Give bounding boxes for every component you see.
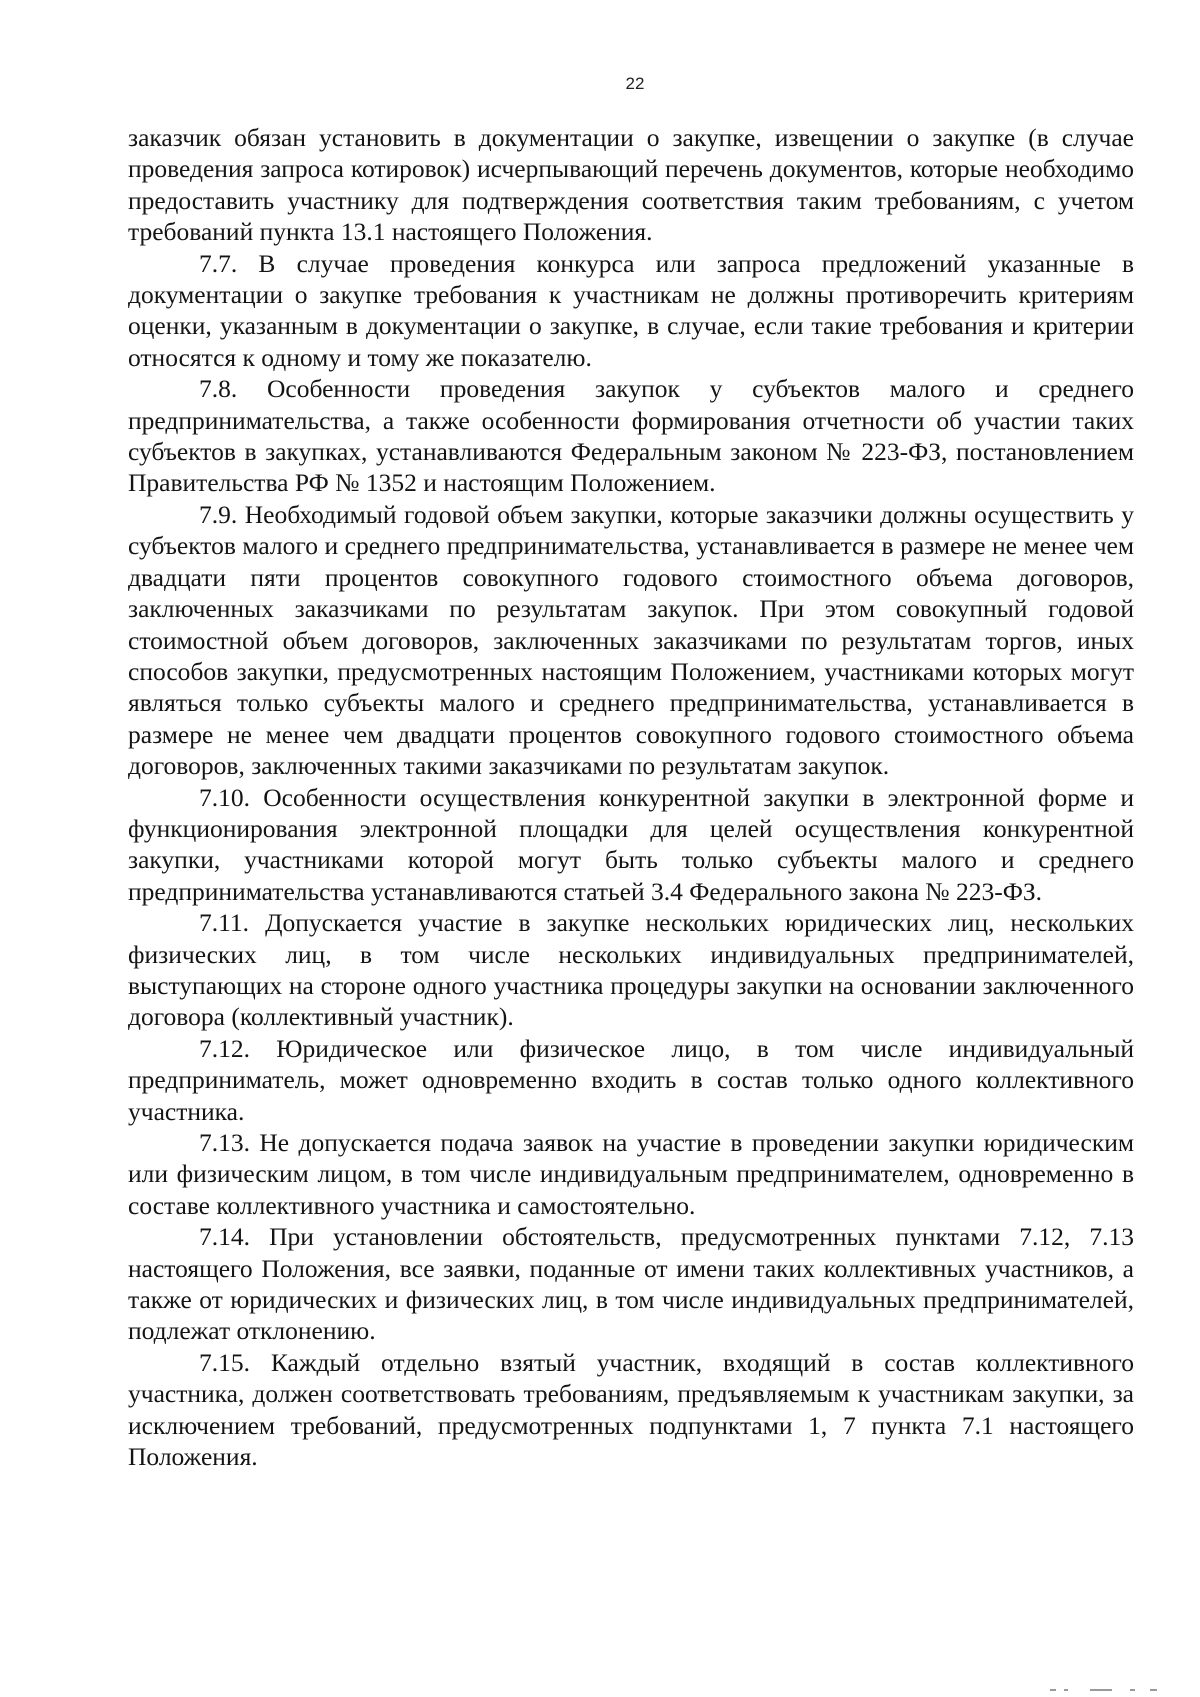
document-body	[128, 122, 1134, 1472]
paragraph-7-14: 7.14. При установлении обстоятельств, предусмотренных пунктами 7.12, 7.13 настоящего Положения, все заявки, поданные от имени таких коллективных участников, а также от юридических и физических лиц, в том числе индивидуальных предпринимателей, подлежат отклонению.	[128, 1222, 1134, 1346]
scan-artifact	[1050, 1683, 1160, 1691]
page-number: 22	[625, 74, 645, 93]
paragraph-7-15: 7.15. Каждый отдельно взятый участник, входящий в состав коллективного участника, должен соответствовать требованиям, предъявляемым к участникам закупки, за исключением требований, предусмотренных подпунктами 1, 7 пункта 7.1 настоящего Положения.	[128, 1347, 1134, 1472]
paragraph-7-7: 7.7. В случае проведения конкурса или запроса предложений указанные в документации о закупке требования к участникам не должны противоречить критериям оценки, указанным в документации о закупке, в случае, если такие требования и критерии относятся к одному и тому же показателю.	[128, 248, 1134, 372]
paragraph-continuation: заказчик обязан установить в документации о закупке, извещении о закупке (в случае проведения запроса котировок) исчерпывающий перечень документов, которые необходимо предоставить участнику для подтверждения соответствия таким требованиям, с учетом требований пункта 13.1 настоящего Положения.	[128, 123, 1134, 247]
paragraph-7-8: 7.8. Особенности проведения закупок у субъектов малого и среднего предпринимательства, а также особенности формирования отчетности об участии таких субъектов в закупках, устанавливаются Федеральным законом № 223-ФЗ, постановлением Правительства РФ № 1352 и настоящим Положением.	[128, 374, 1134, 498]
paragraph-7-12: 7.12. Юридическое или физическое лицо, в том числе индивидуальный предприниматель, может одновременно входить в состав только одного коллективного участника.	[128, 1033, 1134, 1126]
paragraph-7-11: 7.11. Допускается участие в закупке нескольких юридических лиц, нескольких физических лиц, в том числе нескольких индивидуальных предпринимателей, выступающих на стороне одного участника процедуры закупки на основании заключенного договора (коллективный участник).	[128, 908, 1134, 1032]
paragraph-7-10: 7.10. Особенности осуществления конкурентной закупки в электронной форме и функционирования электронной площадки для целей осуществления конкурентной закупки, участниками которой могут быть только субъекты малого и среднего предпринимательства устанавливаются статьей 3.4 Федерального закона № 223-ФЗ.	[128, 782, 1134, 906]
paragraph-7-9: 7.9. Необходимый годовой объем закупки, которые заказчики должны осуществить у субъектов малого и среднего предпринимательства, устанавливается в размере не менее чем двадцати пяти процентов совокупного годового стоимостного объема договоров, заключенных заказчиками по результатам закупок. При этом совокупный годовой стоимостной объем договоров, заключенных заказчиками по результатам торгов, иных способов закупки, предусмотренных настоящим Положением, участниками которых могут являться только субъекты малого и среднего предпринимательства, устанавливается в размере не менее чем двадцати процентов совокупного годового стоимостного объема договоров, заключенных такими заказчиками по результатам закупок.	[128, 499, 1134, 781]
paragraph-7-13: 7.13. Не допускается подача заявок на участие в проведении закупки юридическим или физическим лицом, в том числе индивидуальным предпринимателем, одновременно в составе коллективного участника и самостоятельно.	[128, 1128, 1134, 1220]
